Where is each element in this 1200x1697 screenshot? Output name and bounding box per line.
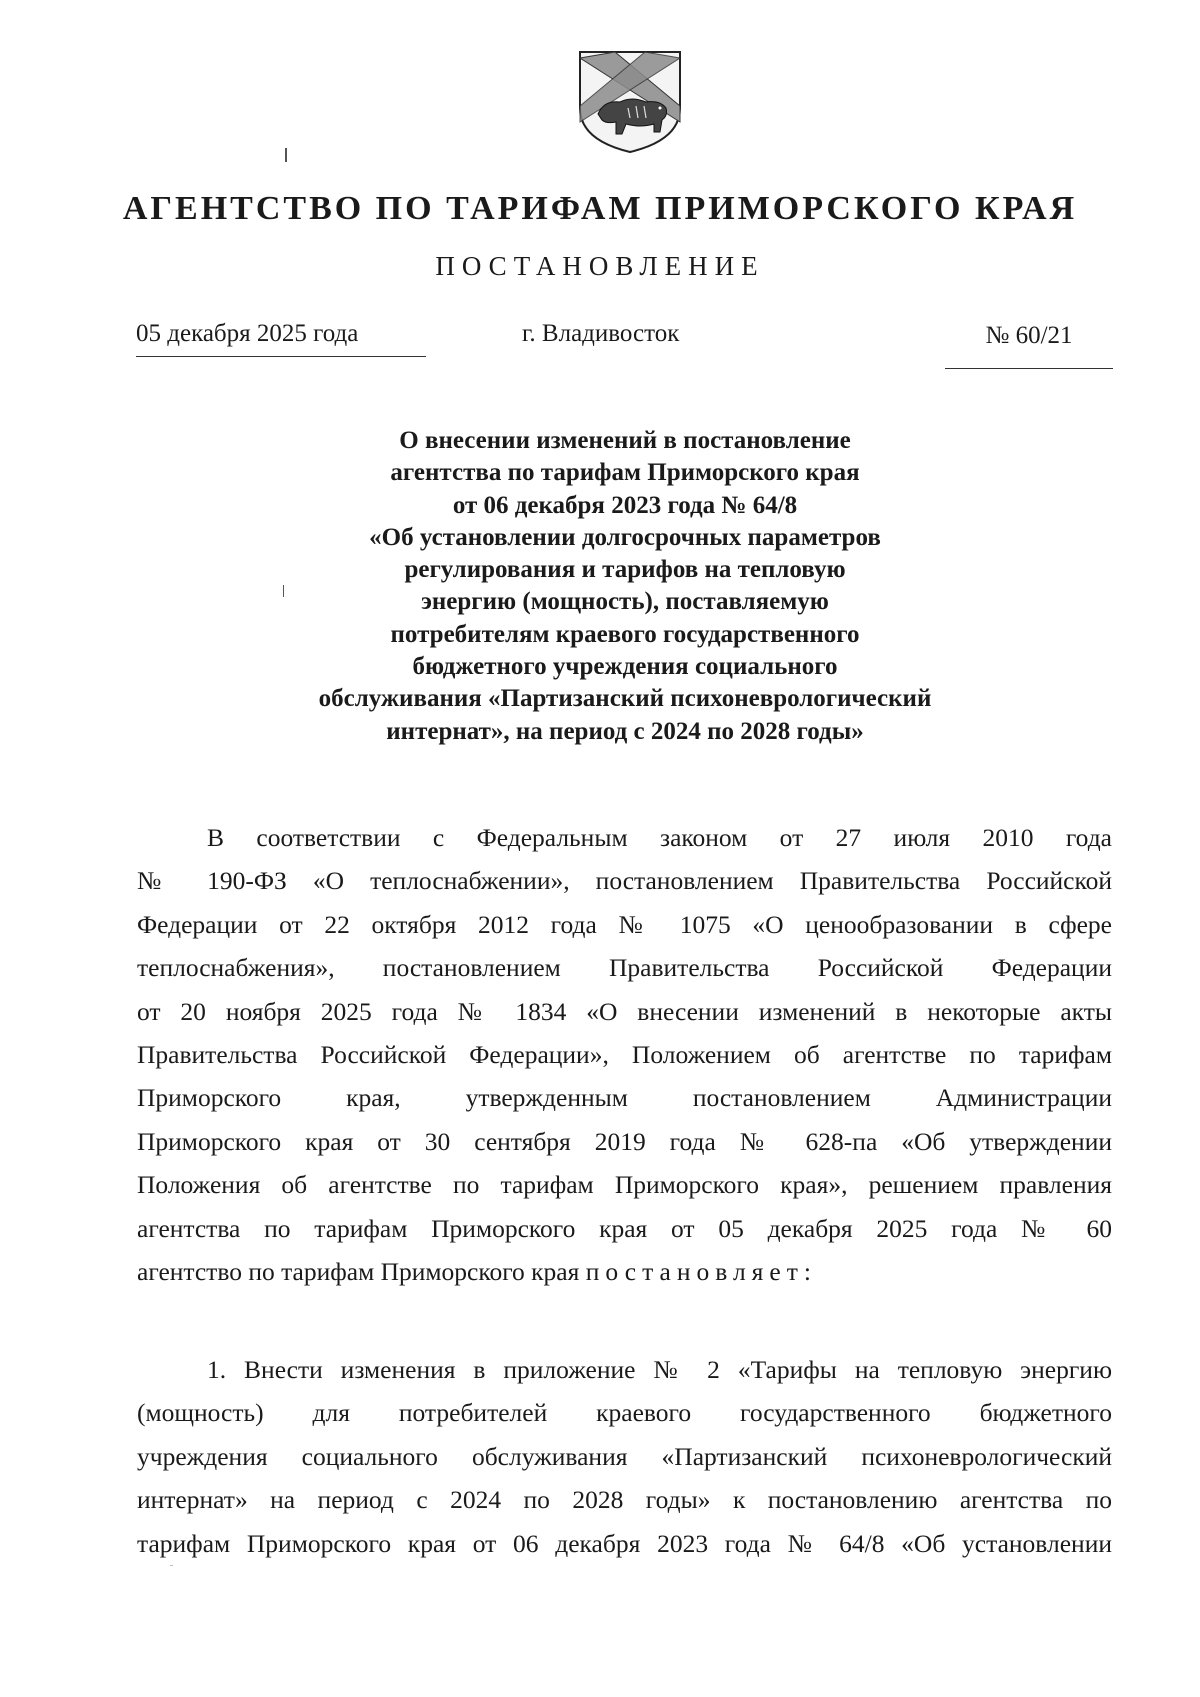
body-line-prefix: агентство по тарифам Приморского края: [137, 1256, 586, 1286]
subject-line: «Об установлении долгосрочных параметров: [369, 523, 881, 551]
body-line-final: [137, 1250, 1112, 1293]
coat-of-arms-icon: [570, 48, 690, 154]
body-line: 1. Внести изменения в приложение № 2 «Тарифы на тепловую энергию: [207, 1355, 1112, 1384]
subject-line: энергию (мощность), поставляемую: [421, 588, 829, 616]
body-line: агентства по тарифам Приморского края от 05 декабря 2025 года № 60: [137, 1213, 1112, 1243]
body-line: учреждения социального обслуживания «Партизанский психоневрологический: [137, 1441, 1112, 1471]
subject-line: обслуживания «Партизанский психоневрологический: [318, 685, 932, 713]
body-line: № 190-ФЗ «О теплоснабжении», постановлением Правительства Российской: [137, 866, 1112, 896]
document-type: ПОСТАНОВЛЕНИЕ: [435, 251, 765, 281]
preamble-paragraph: [137, 816, 1112, 1293]
body-line: Положения об агентстве по тарифам Приморского края», решением правления: [137, 1170, 1112, 1200]
subject-line: регулирования и тарифов на тепловую: [404, 556, 846, 584]
body-line: теплоснабжения», постановлением Правительства Российской Федерации: [137, 953, 1112, 983]
body-line: В соответствии с Федеральным законом от 27 июля 2010 года: [207, 823, 1112, 852]
body-line: интернат» на период с 2024 по 2028 годы» к постановлению агентства по: [137, 1485, 1112, 1515]
document-date: 05 декабря 2025 года: [136, 320, 426, 357]
subject-line: О внесении изменений в постановление: [399, 427, 851, 454]
document-city: г. Владивосток: [522, 320, 680, 347]
body-line: Правительства Российской Федерации», Положением об агентстве по тарифам: [137, 1039, 1112, 1069]
resolves-word: постановляет:: [585, 1256, 817, 1286]
subject-line: потребителям краевого государственного: [390, 620, 860, 648]
document-subject: [130, 425, 1120, 748]
subject-line: агентства по тарифам Приморского края: [390, 459, 860, 487]
body-line: Приморского края от 30 сентября 2019 года № 628-па «Об утверждении: [137, 1126, 1112, 1156]
subject-line: интернат», на период с 2024 по 2028 годы»: [386, 717, 864, 745]
subject-line: от 06 декабря 2023 года № 64/8: [452, 491, 798, 519]
body-line: тарифам Приморского края от 06 декабря 2023 года № 64/8 «Об установлении: [137, 1528, 1112, 1558]
subject-line: бюджетного учреждения социального: [412, 653, 838, 681]
document-number: № 60/21: [945, 322, 1113, 369]
agency-title: АГЕНТСТВО ПО ТАРИФАМ ПРИМОРСКОГО КРАЯ: [122, 190, 1078, 227]
body-line: (мощность) для потребителей краевого государственного бюджетного: [137, 1398, 1112, 1428]
scan-mark: [285, 148, 287, 162]
body-line: Федерации от 22 октября 2012 года № 1075 «О ценообразовании в сфере: [137, 909, 1112, 939]
body-line: Приморского края, утвержденным постановлением Администрации: [137, 1083, 1112, 1113]
scan-dot: [170, 1565, 173, 1566]
body-line: от 20 ноября 2025 года № 1834 «О внесении изменений в некоторые акты: [137, 996, 1112, 1026]
clause-1-paragraph: [137, 1348, 1112, 1565]
